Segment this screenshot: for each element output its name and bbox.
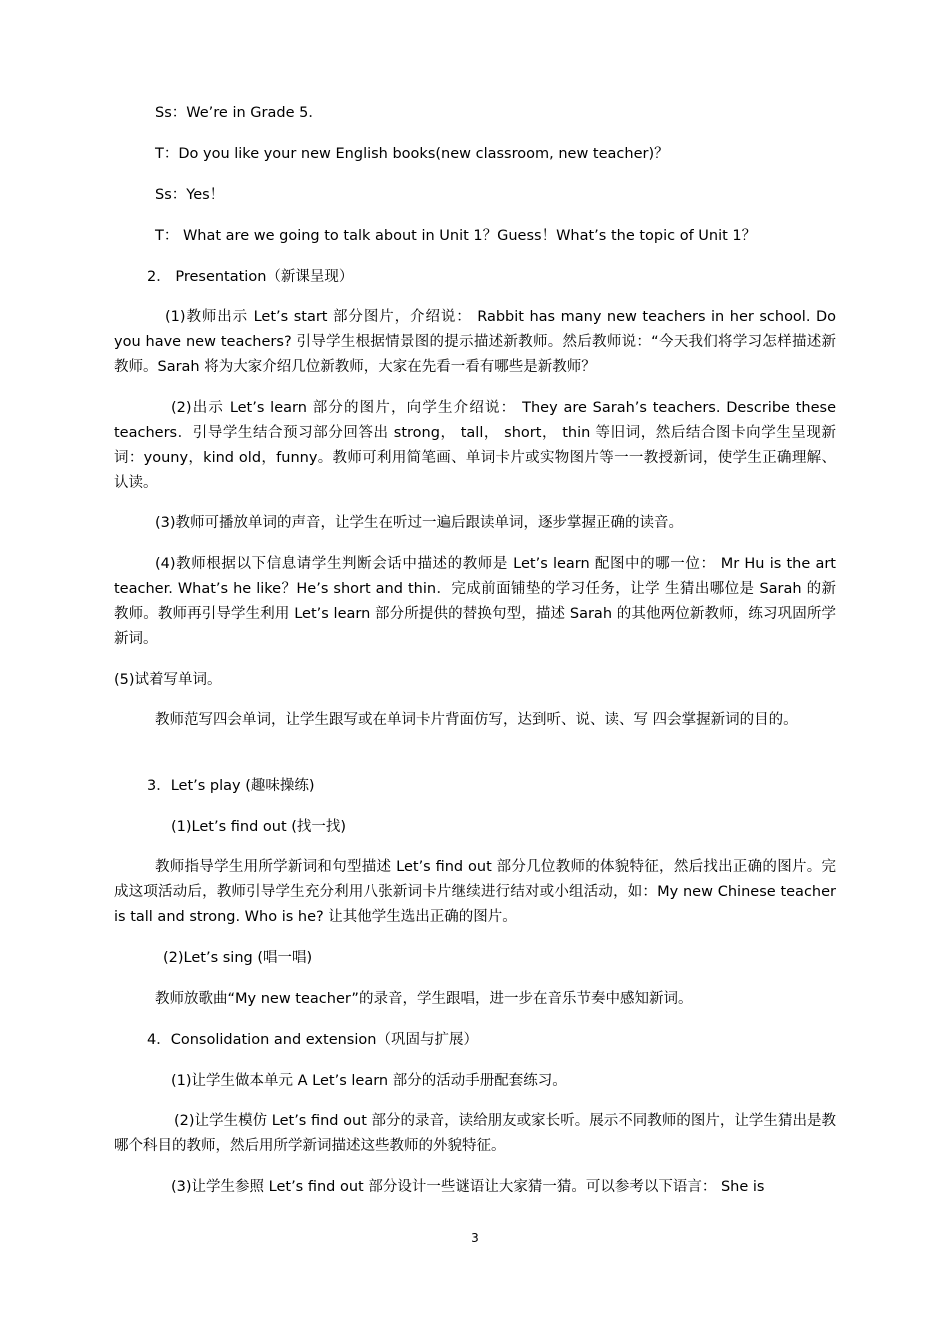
extension-item-3: (3)让学生参照 Let’s find out 部分设计一些谜语让大家猜一猜。可以参考以下语言： She is [171,1179,765,1195]
page-number: 3 [471,1231,479,1245]
dialogue-line-2: T：Do you like your new English books(new classroom, new teacher)？ [155,146,669,162]
extension-item-1: (1)让学生做本单元 A Let’s learn 部分的活动手册配套练习。 [171,1073,567,1089]
find-out-paragraph: 教师指导学生用所学新词和句型描述 Let’s find out 部分几位教师的体貌特征，然后找出正确的图片。完成这项活动后，教师引导学生充分利用八张新词卡片继续进行结对或小组活动，如：My new Chinese teacher is tall and strong. Who is he? 让其他学生选出正确的图片。 [114,859,836,925]
step-paragraph-4: (4)教师根据以下信息请学生判断会话中描述的教师是 Let’s learn 配图中的哪一位： Mr Hu is the art teacher. What’s he like？He’s short and thin．完成前面铺垫的学习任务，让学 生猜出哪位是 Sarah 的新教师。教师再引导学生利用 Let’s learn 部分所提供的替换句型，描述 Sarah 的其他两位新教师，练习巩固所学新词。 [114,556,836,647]
dialogue-line-1: Ss：We’re in Grade 5． [155,105,323,121]
sing-paragraph: 教师放歌曲“My new teacher”的录音，学生跟唱，进一步在音乐节奏中感知新词。 [155,991,693,1007]
step-paragraph-5: (5)试着写单词。 [114,672,222,688]
writing-paragraph: 教师范写四会单词，让学生跟写或在单词卡片背面仿写，达到听、说、读、写 四会掌握新词的目的。 [155,712,798,728]
dialogue-line-3: Ss：Yes！ [155,187,225,203]
section-heading-lets-play: 3．Let’s play (趣味操练) [147,778,315,794]
step-paragraph-2: (2)出示 Let’s learn 部分的图片，向学生介绍说： They are Sarah’s teachers. Describe these teachers．引导学生结合预习部分回答出 strong， tall， short， thin 等旧词，然后结合图卡向学生呈现新词：youny，kind old，funny。教师可利用简笔画、单词卡片或实物图片等一一教授新词，使学生正确理解、认读。 [114,400,836,491]
subheading-find-out: (1)Let’s find out (找一找) [171,819,347,835]
subheading-sing: (2)Let’s sing (唱一唱) [163,950,313,966]
step-paragraph-3: (3)教师可播放单词的声音，让学生在听过一遍后跟读单词，逐步掌握正确的读音。 [155,515,684,531]
section-heading-presentation: 2． Presentation（新课呈现） [147,269,354,285]
dialogue-line-4: T： What are we going to talk about in Unit 1？Guess！What’s the topic of Unit 1？ [155,228,757,244]
section-heading-consolidation: 4．Consolidation and extension（巩固与扩展） [147,1032,478,1048]
step-paragraph-1: (1)教师出示 Let’s start 部分图片，介绍说： Rabbit has many new teachers in her school. Do you have new teachers? 引导学生根据情景图的提示描述新教师。然后教师说：“今天我们将学习怎样描述新教师。Sarah 将为大家介绍几位新教师，大家在先看一看有哪些是新教师？ [114,309,836,375]
extension-item-2: (2)让学生模仿 Let’s find out 部分的录音，读给朋友或家长听。展示不同教师的图片，让学生猜出是教哪个科目的教师，然后用所学新词描述这些教师的外貌特征。 [114,1113,836,1154]
